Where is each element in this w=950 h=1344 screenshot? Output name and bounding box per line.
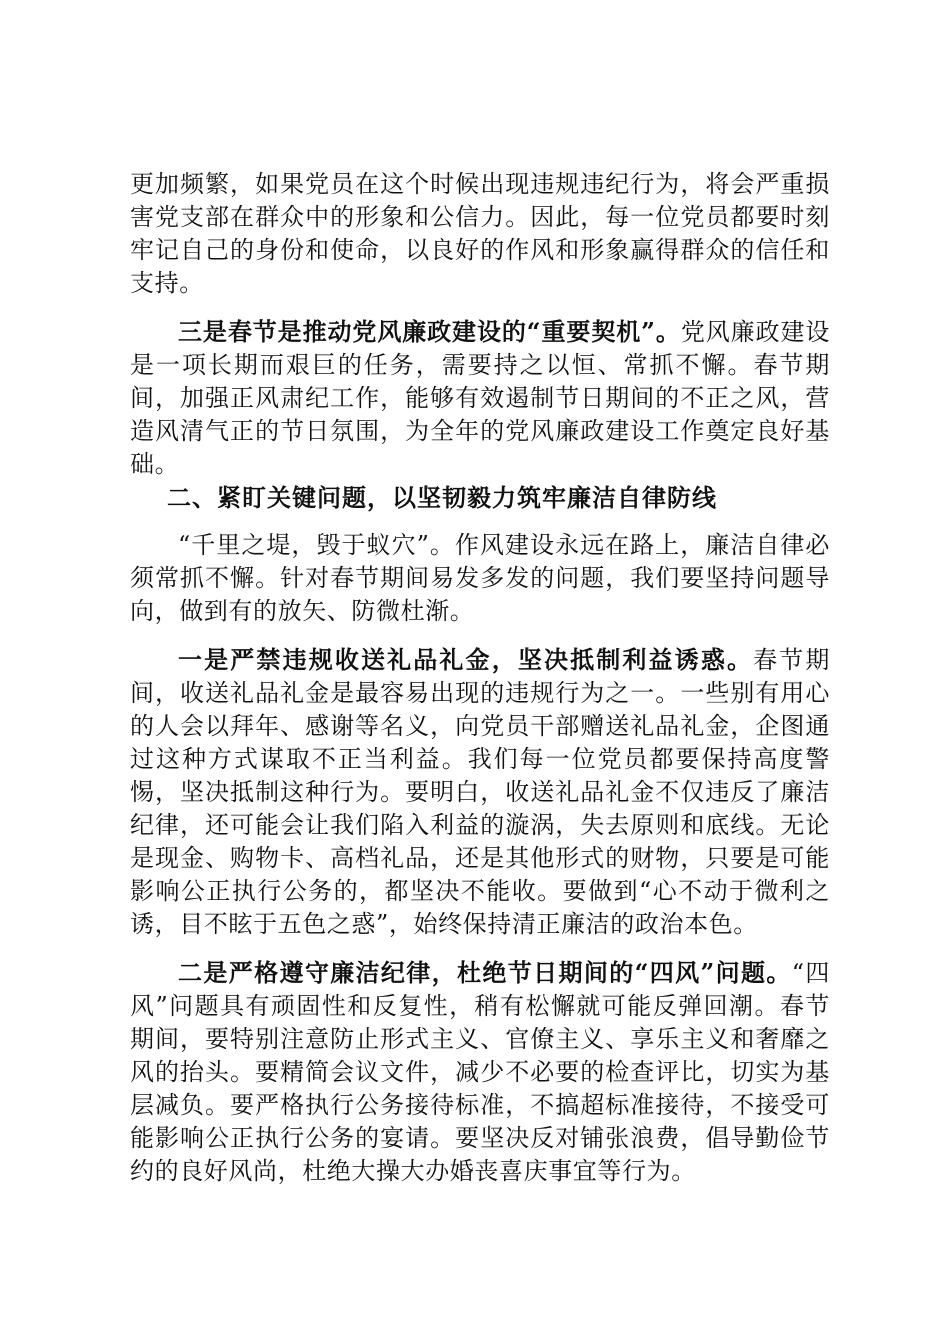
paragraph-lead: 一是严禁违规收送礼品礼金，坚决抵制利益诱惑。 bbox=[178, 645, 754, 674]
paragraph-point-two bbox=[130, 956, 830, 1188]
paragraph-point-three bbox=[130, 315, 830, 481]
paragraph-text: “四风”问题具有顽固性和反复性，稍有松懈就可能反弹回潮。春节期间，要特别注意防止形式主义、官僚主义、享乐主义和奢靡之风的抬头。要精简会议文件，减少不必要的检查评比，切实为基层减负。要严格执行公务接待标准，不搞超标准接待，不接受可能影响公正执行公务的宴请。要坚决反对铺张浪费，倡导勤俭节约的良好风尚，杜绝大操大办婚丧喜庆事宜等行为。 bbox=[130, 959, 830, 1185]
paragraph-intro bbox=[130, 529, 830, 628]
paragraph-continuation bbox=[130, 168, 830, 300]
paragraph-point-one bbox=[130, 643, 830, 941]
paragraph-text: 更加频繁，如果党员在这个时候出现违规违纪行为，将会严重损害党支部在群众中的形象和公信力。因此，每一位党员都要时刻牢记自己的身份和使命，以良好的作风和形象赢得群众的信任和支持。 bbox=[130, 170, 830, 297]
section-heading: 二、紧盯关键问题，以坚韧毅力筑牢廉洁自律防线 bbox=[167, 483, 717, 512]
document-page bbox=[130, 168, 830, 1188]
paragraph-text: “千里之堤，毁于蚁穴”。作风建设永远在路上，廉洁自律必须常抓不懈。针对春节期间易发多发的问题，我们要坚持问题导向，做到有的放矢、防微杜渐。 bbox=[130, 531, 830, 625]
paragraph-lead: 二是严格遵守廉洁纪律，杜绝节日期间的“四风”问题。 bbox=[178, 958, 792, 987]
paragraph-text: 党风廉政建设是一项长期而艰巨的任务，需要持之以恒、常抓不懈。春节期间，加强正风肃纪工作，能够有效遏制节日期间的不正之风，营造风清气正的节日氛围，为全年的党风廉政建设工作奠定良好基础。 bbox=[130, 318, 830, 478]
paragraph-text: 春节期间，收送礼品礼金是最容易出现的违规行为之一。一些别有用心的人会以拜年、感谢等名义，向党员干部赠送礼品礼金，企图通过这种方式谋取不正当利益。我们每一位党员都要保持高度警惕，坚决抵制这种行为。要明白，收送礼品礼金不仅违反了廉洁纪律，还可能会让我们陷入利益的漩涡，失去原则和底线。无论是现金、购物卡、高档礼品，还是其他形式的财物，只要是可能影响公正执行公务的，都坚决不能收。要做到“心不动于微利之诱，目不眩于五色之惑”，始终保持清正廉洁的政治本色。 bbox=[130, 646, 830, 938]
paragraph-lead: 三是春节是推动党风廉政建设的“重要契机”。 bbox=[178, 317, 681, 346]
